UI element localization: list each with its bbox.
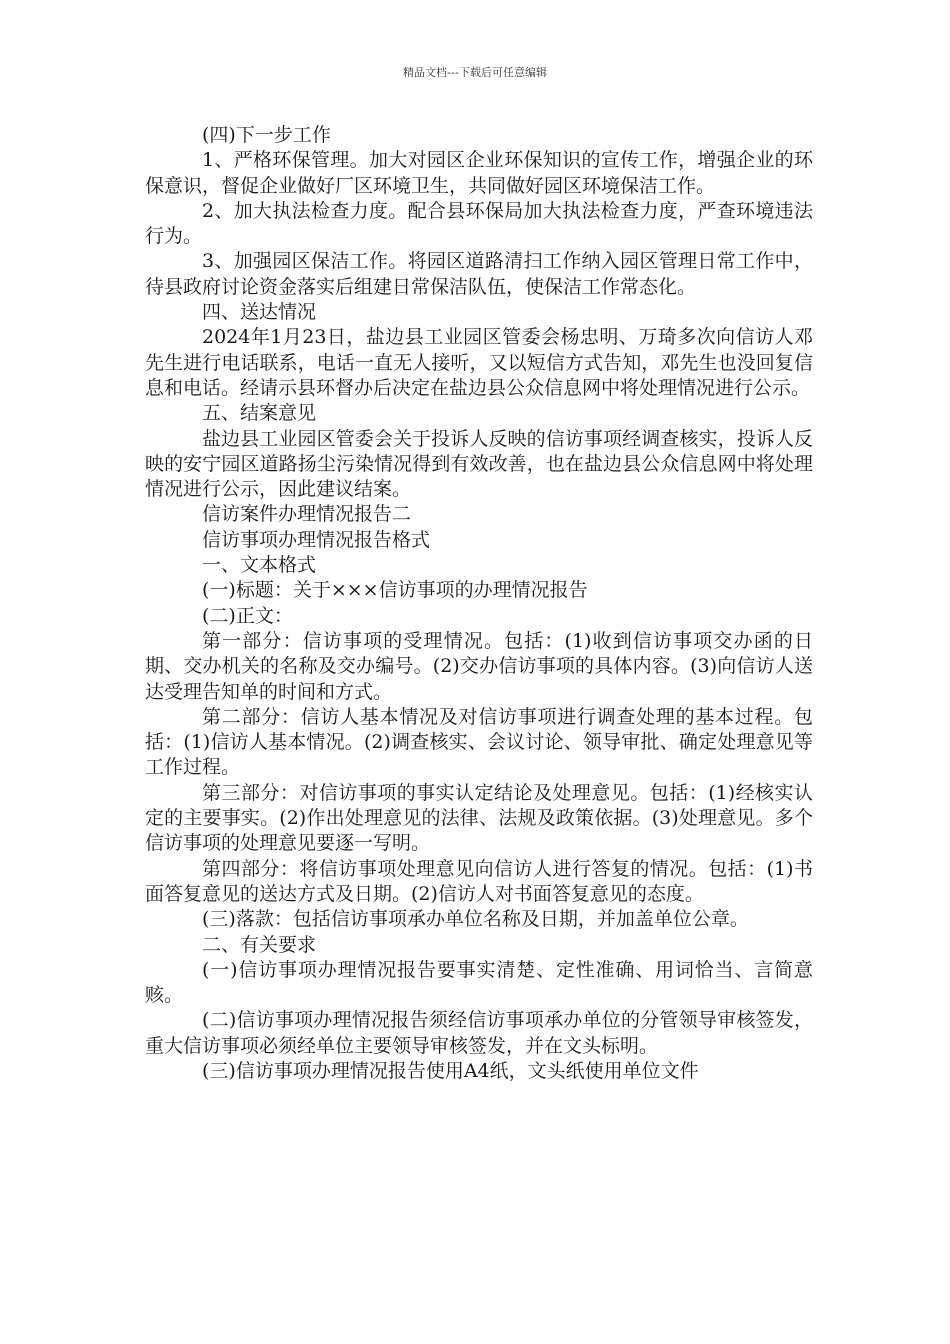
paragraph-next-steps-heading: (四)下一步工作 [202,124,331,146]
paragraph-report-format-title: 信访事项办理情况报告格式 [202,528,431,551]
page-header: 精品文档---下载后可任意编辑 [403,66,547,79]
paragraph-signature-item: (三)落款：包括信访事项承办单位名称及日期，并加盖单位公章。 [202,908,749,931]
paragraph-title-item: (一)标题：关于×××信访事项的办理情况报告 [202,579,588,602]
paragraph-env-management: 1、严格环保管理。加大对园区企业环保知识的宣传工作，增强企业的环保意识，督促企业做好厂区环境卫生，共同做好园区环境保洁工作。 [145,149,813,197]
paragraph-delivery-heading: 四、送达情况 [202,301,317,324]
paragraph-report-two-title: 信访案件办理情况报告二 [202,503,412,526]
paragraph-cleaning-work: 3、加强园区保洁工作。将园区道路清扫工作纳入园区管理日常工作中，待县政府讨论资金落实后组建日常保洁队伍，使保洁工作常态化。 [145,250,813,298]
paragraph-delivery-details: 2024年1月23日，盐边县工业园区管委会杨忠明、万琦多次向信访人邓先生进行电话联系，电话一直无人接听，又以短信方式告知，邓先生也没回复信息和电话。经请示县环督办后决定在盐边县公众信息网中将处理情况进行公示。 [145,326,813,399]
paragraph-body-item: (二)正文： [202,604,293,627]
paragraph-part-three: 第三部分：对信访事项的事实认定结论及处理意见。包括：(1)经核实认定的主要事实。(2)作出处理意见的法律、法规及政策依据。(3)处理意见。多个信访事项的处理意见要逐一写明。 [145,781,813,855]
document-body [145,123,813,1084]
paragraph-part-two: 第二部分：信访人基本情况及对信访事项进行调查处理的基本过程。包括：(1)信访人基本情况。(2)调查核实、会议讨论、领导审批、确定处理意见等工作过程。 [145,705,813,779]
paragraph-part-one: 第一部分：信访事项的受理情况。包括：(1)收到信访事项交办函的日期、交办机关的名称及交办编号。(2)交办信访事项的具体内容。(3)向信访人送达受理告知单的时间和方式。 [145,629,813,703]
paragraph-requirement-two: (二)信访事项办理情况报告须经信访事项承办单位的分管领导审核签发，重大信访事项必须经单位主要领导审核签发，并在文头标明。 [145,1009,813,1057]
paragraph-law-enforcement: 2、加大执法检查力度。配合县环保局加大执法检查力度，严查环境违法行为。 [145,199,813,248]
paragraph-requirement-one: (一)信访事项办理情况报告要事实清楚、定性准确、用词恰当、言简意赅。 [145,958,813,1007]
paragraph-requirement-three: (三)信访事项办理情况报告使用A4纸，文头纸使用单位文件 [202,1059,699,1082]
paragraph-closing-details: 盐边县工业园区管委会关于投诉人反映的信访事项经调查核实，投诉人反映的安宁园区道路扬尘污染情况得到有效改善，也在盐边县公众信息网中将处理情况进行公示，因此建议结案。 [145,427,813,501]
paragraph-requirements-heading: 二、有关要求 [202,933,317,956]
paragraph-part-four: 第四部分：将信访事项处理意见向信访人进行答复的情况。包括：(1)书面答复意见的送达方式及日期。(2)信访人对书面答复意见的态度。 [145,857,813,905]
paragraph-closing-heading: 五、结案意见 [202,402,317,425]
paragraph-text-format-heading: 一、文本格式 [202,554,317,577]
